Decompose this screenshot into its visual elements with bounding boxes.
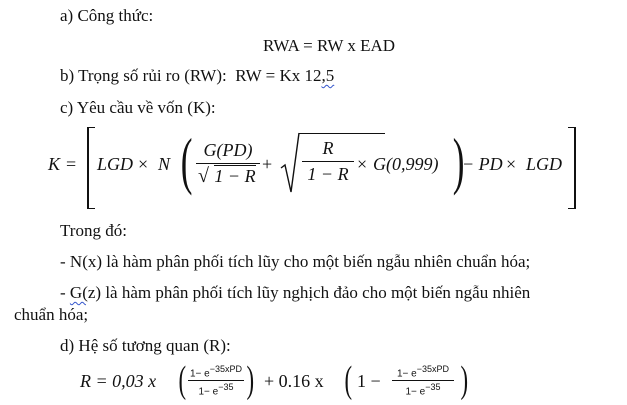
left-paren-d1: ( — [178, 359, 187, 401]
left-paren-d2: ( — [344, 359, 353, 401]
exp-fraction-2-num: 1− e−35xPD — [392, 364, 454, 381]
where-item-g-cont: chuẩn hóa; — [14, 305, 89, 324]
rwa-formula: RWA = RW x EAD — [263, 36, 396, 55]
right-bracket — [568, 127, 576, 209]
times-sign-2: × — [357, 154, 368, 174]
rw-formula: RW = Kx 12,5 — [235, 66, 335, 85]
lgd-term-2: LGD — [526, 154, 563, 174]
plus-sign: + — [262, 154, 273, 174]
times-sign: × — [138, 154, 149, 174]
big-sqrt-sign — [280, 132, 300, 194]
right-paren: ) — [452, 125, 465, 196]
section-a-label: a) Công thức: — [60, 6, 154, 25]
r-numerator: R — [302, 138, 354, 162]
where-item-n: - N(x) là hàm phân phối tích lũy cho một biến ngẫu nhiên chuẩn hóa; — [60, 252, 531, 271]
section-c-label: c) Yêu cầu về vốn (K): — [60, 98, 216, 117]
section-d-label: d) Hệ số tương quan (R): — [60, 336, 231, 355]
correlation-formula — [80, 360, 500, 402]
r-denominator: 1 − R — [307, 164, 349, 184]
capital-requirement-formula — [48, 124, 578, 210]
exp-fraction-1-den: 1− e−35 — [198, 382, 234, 398]
where-item-g: - G(z) là hàm phân phối tích lũy nghịch đảo cho một biến ngẫu nhiên — [60, 283, 531, 302]
lgd-term: LGD — [97, 154, 134, 174]
k-symbol: K — [48, 154, 61, 174]
n-function: N — [158, 154, 171, 174]
left-paren: ( — [180, 125, 193, 196]
exp-fraction-2-den: 1− e−35 — [405, 382, 441, 398]
times-sign-3: × — [506, 154, 517, 174]
where-title: Trong đó: — [60, 221, 127, 240]
gpd-fraction — [196, 140, 260, 187]
equals-sign: = — [66, 154, 77, 174]
g-quantile: G(0,999) — [373, 154, 439, 174]
exp-fraction-1 — [188, 364, 244, 398]
r-lhs: R = 0,03 x — [80, 371, 157, 391]
right-paren-d1: ) — [246, 359, 255, 401]
sqrt-overline — [299, 133, 385, 134]
minus-pd: − PD — [462, 154, 503, 174]
section-b-row — [60, 66, 334, 86]
sqrt-denominator: √ 1 − R — [198, 165, 256, 187]
one-minus: 1 − — [357, 371, 381, 391]
gpd-numerator: G(PD) — [196, 140, 260, 164]
right-paren-d2: ) — [460, 359, 469, 401]
left-bracket — [87, 127, 95, 209]
r-fraction — [302, 138, 354, 185]
exp-fraction-1-num: 1− e−35xPD — [189, 364, 243, 380]
plus-term: + 0.16 x — [264, 371, 324, 391]
exp-fraction-2 — [392, 364, 454, 398]
section-b-label: b) Trọng số rủi ro (RW): — [60, 66, 227, 85]
